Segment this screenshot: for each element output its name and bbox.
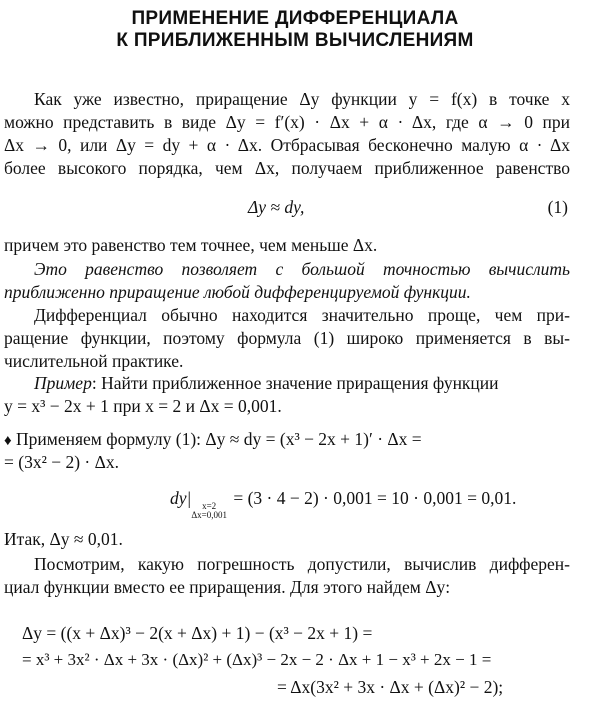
italic-note-line-2: приближенно приращение любой дифференцируемой функции. [4, 282, 471, 302]
solution-text-1: Применяем формулу (1): Δy ≈ dy = (x³ − 2x + 1)′ · Δx = [16, 429, 422, 449]
intro-line-2: можно представить в виде Δy = f′(x) · Δx + α · Δx, где α → 0 при [4, 112, 570, 132]
italic-note-line-1: Это равенство позволяет с большой точностью вычислить [34, 259, 570, 279]
formula-2-subscript [191, 502, 227, 520]
solution-line-2: = (3x² − 2) · Δx. [4, 452, 119, 472]
example-label: Пример [34, 373, 92, 393]
formula-1: Δy ≈ dy, [248, 197, 305, 217]
para2-line-1: Дифференциал обычно находится значительно проще, чем при- [34, 305, 570, 325]
intro-line-4: более высокого порядка, чем Δx, получаем приближенное равенство [4, 158, 570, 178]
formula-2-rhs: = (3 · 4 − 2) · 0,001 = 10 · 0,001 = 0,01. [228, 488, 517, 508]
heading-line-1: ПРИМЕНЕНИЕ ДИФФЕРЕНЦИАЛА [131, 8, 459, 29]
after-formula-1: причем это равенство тем точнее, чем меньше Δx. [4, 235, 378, 255]
diamond-icon: ♦ [4, 433, 12, 449]
example-line-2: y = x³ − 2x + 1 при x = 2 и Δx = 0,001. [4, 396, 282, 416]
para2-line-2: ращение функции, поэтому формула (1) широко применяется в вы- [4, 328, 570, 348]
derivation-line-1: Δy = ((x + Δx)³ − 2(x + Δx) + 1) − (x³ − 2x + 1) = [22, 623, 373, 643]
heading-line-2: К ПРИБЛИЖЕННЫМ ВЫЧИСЛЕНИЯМ [116, 30, 474, 51]
formula-1-number: (1) [547, 197, 568, 217]
para3-line-1: Посмотрим, какую погрешность допустили, вычислив дифферен- [34, 554, 570, 574]
solution-line-1 [4, 428, 570, 452]
conclusion: Итак, Δy ≈ 0,01. [4, 529, 123, 549]
para3-line-2: циал функции вместо ее приращения. Для этого найдем Δy: [4, 577, 451, 597]
formula-2-sub-bottom: Δx=0,001 [191, 510, 227, 520]
intro-line-1: Как уже известно, приращение Δy функции y = f(x) в точке x [34, 89, 570, 109]
formula-2 [170, 487, 516, 520]
derivation-line-3: = Δx(3x² + 3x · Δx + (Δx)² − 2); [277, 677, 504, 697]
formula-2-sub-top: x=2 [202, 501, 217, 511]
example-line-1 [34, 372, 570, 394]
derivation-line-2: = x³ + 3x² · Δx + 3x · (Δx)² + (Δx)³ − 2x − 2 · Δx + 1 − x³ + 2x − 1 = [22, 650, 492, 669]
formula-2-lhs: dy| [170, 488, 192, 508]
intro-line-3: Δx → 0, или Δy = dy + α · Δx. Отбрасывая бесконечно малую α · Δx [4, 135, 570, 155]
para2-line-3: числительной практике. [4, 351, 184, 371]
example-text: : Найти приближенное значение приращения функции [91, 373, 499, 393]
